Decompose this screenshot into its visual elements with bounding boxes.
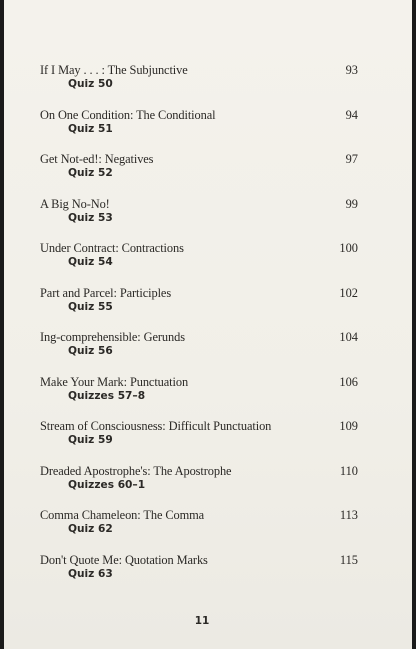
toc-entry-title: Get Not-ed!: Negatives <box>40 152 154 166</box>
toc-entry <box>40 196 358 242</box>
toc-entry-quiz: Quiz 63 <box>68 567 113 580</box>
toc-entry-quiz: Quiz 51 <box>68 122 113 135</box>
toc-entry-title: Make Your Mark: Punctuation <box>40 374 189 389</box>
toc-entry-title: Part and Parcel: Participles <box>40 285 172 300</box>
toc-entry-title: Ing-comprehensible: Gerunds <box>40 330 185 344</box>
toc-entry <box>40 419 358 464</box>
toc-entry-quiz: Quiz 56 <box>68 345 113 357</box>
toc-entry-title: Comma Chameleon: The Comma <box>40 508 205 522</box>
toc-entry <box>40 152 358 197</box>
toc-entry-page-number: 99 <box>345 196 358 211</box>
toc-entry-title: If I May . . . : The Subjunctive <box>40 63 188 77</box>
toc-entry-page-number: 94 <box>345 107 358 122</box>
toc-entry-page-number: 93 <box>345 63 358 77</box>
page-number: 11 <box>194 615 210 627</box>
toc-entry-title: Under Contract: Contractions <box>40 241 184 255</box>
toc-entry-quiz: Quiz 55 <box>68 300 113 313</box>
toc-entry-page-number: 110 <box>339 463 358 478</box>
toc-entry-quiz: Quiz 54 <box>68 256 113 268</box>
toc-entry <box>40 463 358 509</box>
toc-entry-quiz: Quizzes 60–1 <box>68 478 146 491</box>
toc-entry-quiz: Quiz 59 <box>68 434 113 446</box>
toc-entry-page-number: 100 <box>339 241 358 255</box>
toc-entry <box>40 241 358 286</box>
toc-entry-title: Stream of Consciousness: Difficult Punctuation <box>40 419 272 433</box>
toc-entry <box>40 374 358 420</box>
toc-entry <box>40 107 358 153</box>
toc-entry-quiz: Quiz 52 <box>68 167 113 179</box>
toc-entry-page-number: 106 <box>339 374 358 389</box>
toc-entry <box>40 330 358 375</box>
toc-entry-page-number: 104 <box>339 330 358 344</box>
toc-entry-quiz: Quiz 50 <box>68 78 113 90</box>
toc-entry-title: Dreaded Apostrophe's: The Apostrophe <box>40 463 232 478</box>
toc-entry-page-number: 102 <box>339 285 358 300</box>
toc-entry-quiz: Quiz 53 <box>68 211 113 224</box>
toc-entry <box>40 63 358 108</box>
toc-entry-title: Don't Quote Me: Quotation Marks <box>40 552 208 567</box>
toc-entry-page-number: 109 <box>339 419 358 433</box>
toc-entry-page-number: 113 <box>339 508 358 522</box>
toc-entry <box>40 552 358 598</box>
toc-list <box>40 63 358 597</box>
toc-entry-quiz: Quiz 62 <box>68 523 113 535</box>
toc-entry-quiz: Quizzes 57–8 <box>68 389 146 402</box>
toc-entry-title: A Big No-No! <box>40 196 110 211</box>
toc-entry-page-number: 97 <box>345 152 358 166</box>
toc-entry <box>40 285 358 331</box>
book-page <box>4 0 412 649</box>
toc-entry-page-number: 115 <box>339 552 358 567</box>
toc-entry <box>40 508 358 553</box>
toc-entry-title: On One Condition: The Conditional <box>40 107 216 122</box>
